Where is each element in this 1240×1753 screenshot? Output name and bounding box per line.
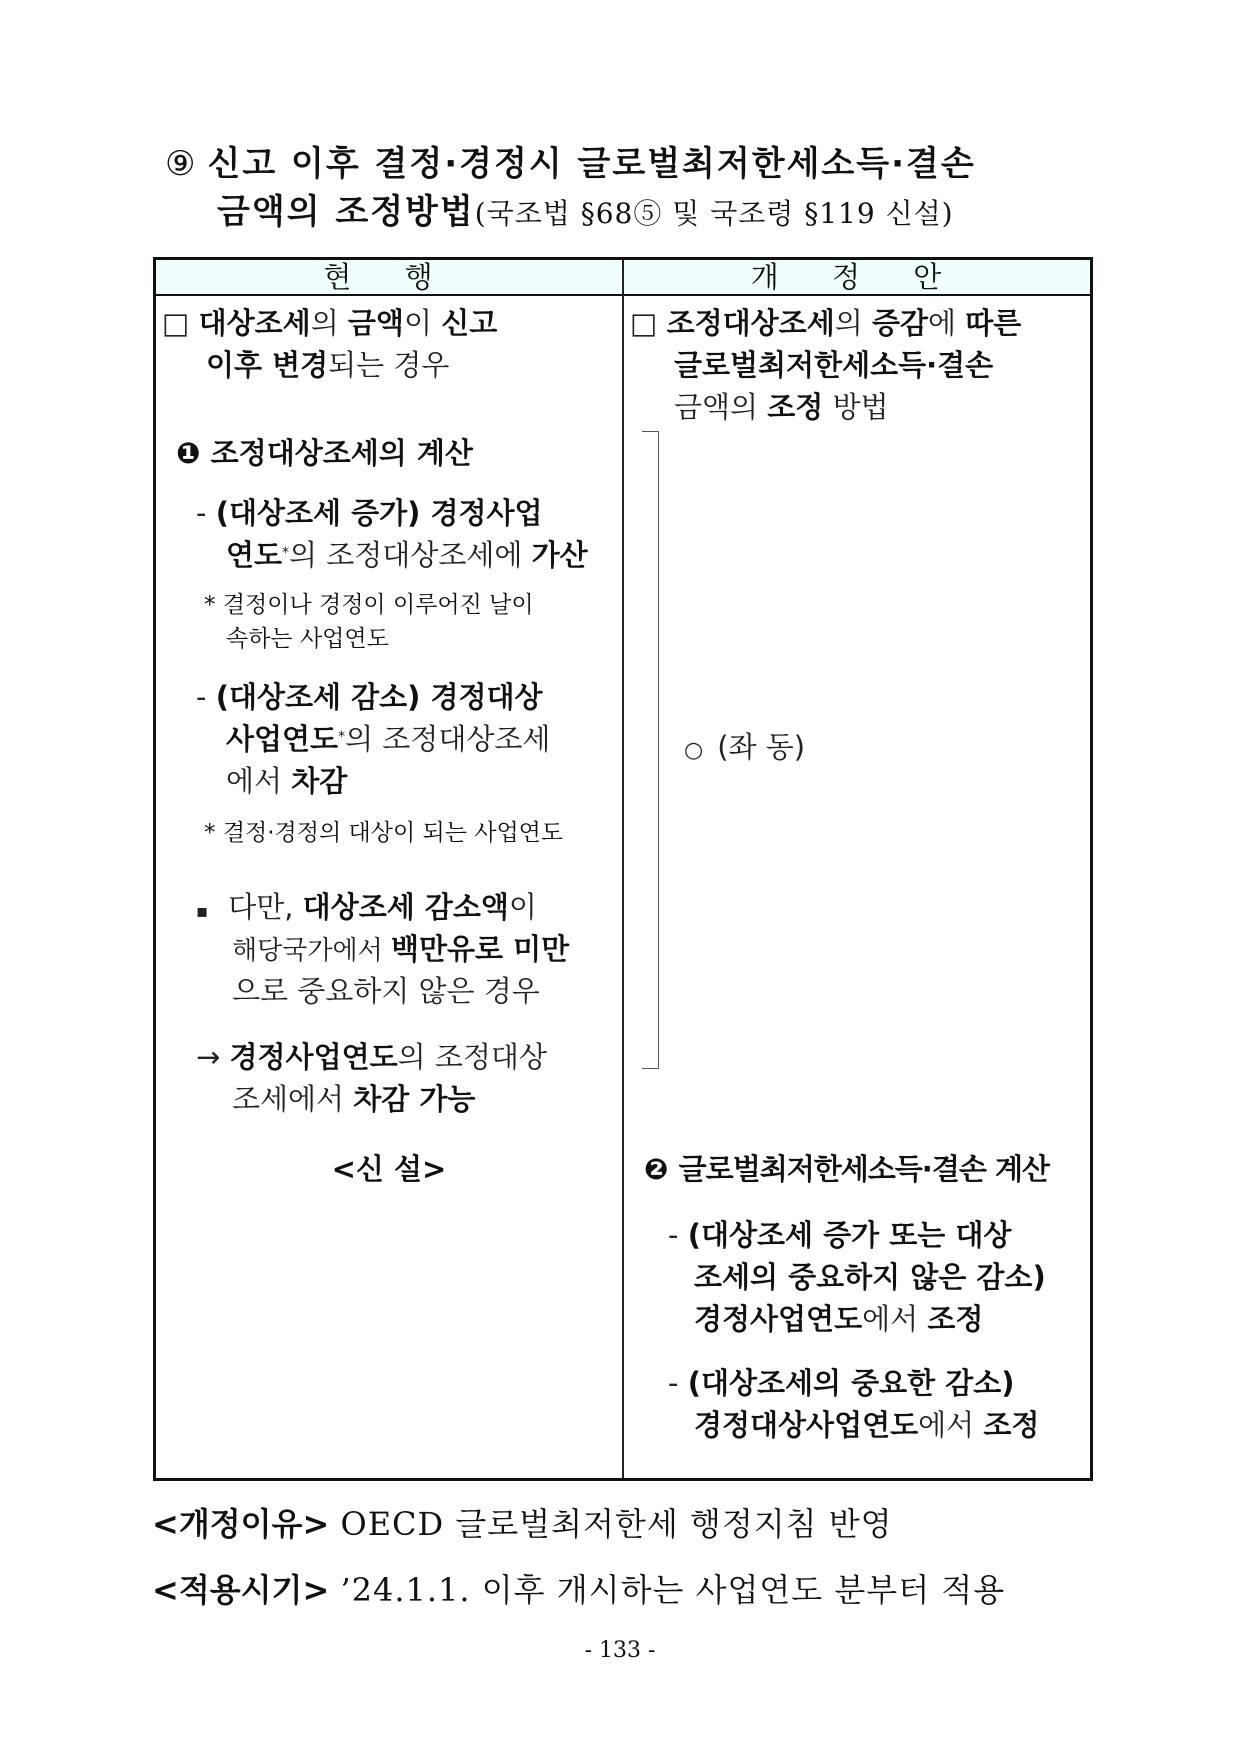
- proposed-intro-line-2: 글로벌최저한세소득·결손: [674, 348, 994, 382]
- proposed-law-cell: [624, 296, 1090, 1478]
- section-1-heading: ❶ 조정대상조세의 계산: [176, 436, 473, 470]
- bracket-divider: [642, 431, 659, 1069]
- decrease-footnote: * 결정·경정의 대상이 되는 사업연도: [204, 820, 564, 846]
- increase-footnote-line-1: * 결정이나 경정이 이루어진 날이: [204, 592, 534, 618]
- item-b-line-1: - (대상조세의 중요한 감소): [668, 1366, 1015, 1400]
- circle-bullet-icon: ○: [684, 738, 704, 763]
- right-arrow-icon: →: [196, 1040, 221, 1074]
- consequence-line-1: → 경정사업연도의 조정대상: [196, 1040, 547, 1074]
- title-line-2: 금액의 조정방법(국조법 §68⑤ 및 국조령 §119 신설): [217, 192, 954, 232]
- decrease-item-line-2: 사업연도*의 조정대상조세: [226, 722, 551, 756]
- current-intro-line-2: 이후 변경되는 경우: [206, 348, 450, 382]
- proviso-line-2: 해당국가에서 백만유로 미만: [232, 932, 570, 966]
- item-number: ⑨: [165, 144, 198, 184]
- checkbox-square-icon: □: [162, 306, 190, 340]
- effective-label: <적용시기>: [152, 1571, 330, 1609]
- legal-reference: (국조법 §68⑤ 및 국조령 §119 신설): [474, 197, 954, 230]
- decrease-item-line-1: - (대상조세 감소) 경정대상: [196, 680, 543, 714]
- comparison-table: [153, 257, 1093, 1481]
- decrease-item-line-3: 에서 차감: [226, 764, 348, 798]
- new-provision-marker: <신 설>: [331, 1152, 447, 1186]
- section-title: [165, 140, 1065, 238]
- effective-date: [152, 1566, 1005, 1614]
- item-b-line-2: 경정대상사업연도에서 조정: [694, 1408, 1040, 1442]
- same-as-left: ○ (좌 동): [684, 730, 806, 764]
- reason-label: <개정이유>: [152, 1505, 330, 1543]
- circled-two-icon: ❷: [644, 1152, 669, 1186]
- current-intro-line-1: □ 대상조세의 금액이 신고: [162, 306, 498, 340]
- item-a-line-3: 경정사업연도에서 조정: [694, 1302, 984, 1336]
- effective-text: ’24.1.1. 이후 개시하는 사업연도 분부터 적용: [340, 1571, 1006, 1609]
- square-bullet-icon: ▪: [196, 901, 209, 922]
- proviso-line-3: 으로 중요하지 않은 경우: [232, 974, 540, 1008]
- header-proposed: 개 정 안: [750, 260, 964, 294]
- title-line-1: ⑨ 신고 이후 결정·경정시 글로벌최저한세소득·결손: [165, 144, 976, 184]
- proposed-intro-line-3: 금액의 조정 방법: [674, 390, 889, 424]
- item-a-line-1: - (대상조세 증가 또는 대상: [668, 1218, 1012, 1252]
- proviso-line-1: ▪ 다만, 대상조세 감소액이: [196, 890, 537, 924]
- increase-item-line-2: 연도*의 조정대상조세에 가산: [226, 538, 588, 572]
- proposed-intro-line-1: □ 조정대상조세의 증감에 따른: [630, 306, 1022, 340]
- page-number: - 133 -: [584, 1638, 656, 1663]
- increase-item-line-1: - (대상조세 증가) 경정사업: [196, 496, 543, 530]
- circled-one-icon: ❶: [176, 436, 201, 470]
- increase-footnote-line-2: 속하는 사업연도: [226, 626, 389, 652]
- current-law-cell: [156, 296, 622, 1478]
- amendment-reason: [152, 1500, 893, 1548]
- consequence-line-2: 조세에서 차감 가능: [232, 1082, 476, 1116]
- section-2-heading: ❷ 글로벌최저한세소득·결손 계산: [644, 1152, 1049, 1186]
- reason-text: OECD 글로벌최저한세 행정지침 반영: [340, 1505, 893, 1543]
- checkbox-square-icon: □: [630, 306, 658, 340]
- item-a-line-2: 조세의 중요하지 않은 감소): [694, 1260, 1046, 1294]
- header-current: 현 행: [323, 260, 455, 294]
